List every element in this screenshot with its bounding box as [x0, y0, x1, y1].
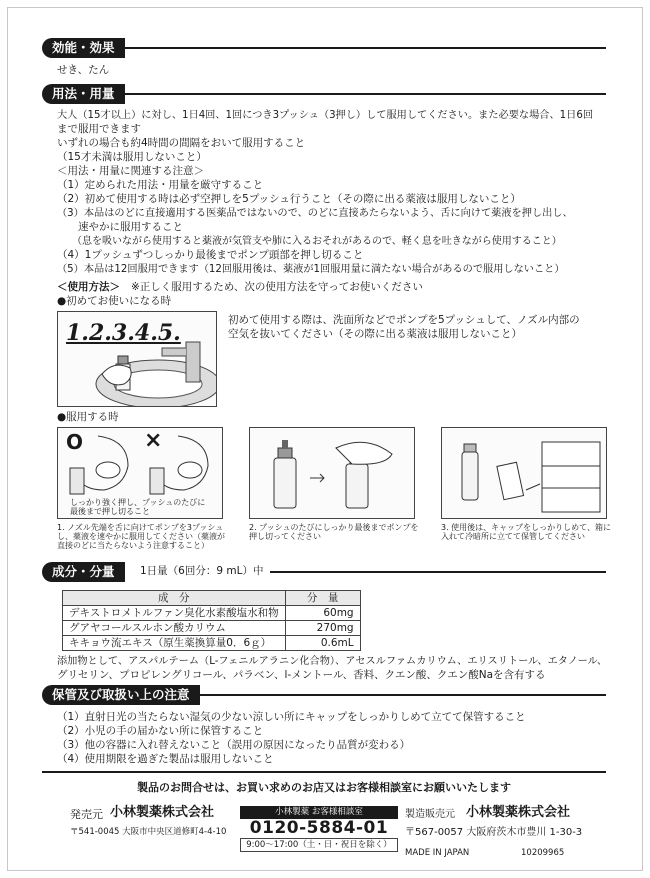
heading-rule [200, 694, 606, 696]
method-label: ＜使用方法＞ [57, 281, 120, 293]
table-row [63, 636, 361, 651]
seller-address: 〒541-0045 大阪市中央区道修町4-4-10 [70, 827, 227, 837]
first-use-illustration [57, 311, 217, 407]
step3-caption: 3. 使用後は、キャップをしっかりしめて、箱に [441, 523, 612, 532]
first-use-text: 初めて使用する際は、洗面所などでポンプを5プッシュして、ノズル内部の [228, 314, 580, 326]
usage-note: （1）定められた用法・用量を厳守すること [57, 179, 264, 191]
first-use-heading: ●初めてお使いになる時 [57, 295, 172, 307]
storage-cabinet-icon [442, 428, 606, 518]
dosing-step1-illustration [57, 427, 223, 519]
effects-text: せき、たん [57, 64, 110, 76]
usage-title: 用法・用量 [42, 84, 125, 104]
contact-label: 小林製薬 お客様相談室 [240, 806, 398, 819]
pump-press-icon [250, 428, 414, 518]
step2-caption: 押し切ってください [249, 532, 321, 541]
effects-title: 効能・効果 [42, 38, 125, 58]
ingredient-amount: 60mg [285, 606, 360, 621]
dosing-step2-illustration [249, 427, 415, 519]
maker-name: 小林製薬株式会社 [466, 805, 571, 820]
usage-note: （4）1プッシュずつしっかり最後までポンプ頭部を押し切ること [57, 249, 364, 261]
effects-heading [42, 38, 606, 58]
seller-label: 発売元 [70, 808, 103, 821]
ok-mark: O [66, 430, 84, 454]
additives-text: グリセリン、プロピレングリコール、パラベン、l-メントール、香料、クエン酸、クエン酸Naを含有する [57, 669, 546, 681]
first-use-numbers: 1.2.3.4.5. [66, 320, 181, 346]
storage-line: （2）小児の手の届かない所に保管すること [57, 725, 264, 737]
usage-line: いずれの場合も約4時間の間隔をおいて服用すること [57, 137, 306, 149]
ingredient-amount: 270mg [285, 621, 360, 636]
step1-caption: 1. ノズル先端を舌に向けてポンプを3プッシュ [57, 523, 224, 532]
storage-line: （4）使用期限を過ぎた製品は服用しないこと [57, 753, 274, 765]
composition-title: 成分・分量 [42, 562, 125, 582]
ingredient-name: キキョウ流エキス（原生薬換算量0．6ｇ） [63, 636, 286, 651]
heading-rule [125, 93, 606, 95]
step2-caption: 2. プッシュのたびにしっかり最後までポンプを [249, 523, 419, 532]
dosing-step3-illustration [441, 427, 607, 519]
product-code: 10209965 [521, 848, 565, 858]
made-in-text: MADE IN JAPAN [405, 848, 470, 858]
method-note: ※正しく服用するため、次の使用方法を守ってお使いください [131, 281, 423, 293]
seller-name: 小林製薬株式会社 [110, 805, 215, 820]
ingredient-name: デキストロメトルファン臭化水素酸塩水和物 [63, 606, 286, 621]
additives-text: 添加物として、アスパルテーム（L-フェニルアラニン化合物）、アセスルファムカリウム、エリスリトール、エタノール、 [57, 656, 608, 667]
contact-hours: 9:00～17:00（土・日・祝日を除く） [240, 838, 398, 852]
heading-rule [125, 47, 606, 49]
dosing-heading: ●服用する時 [57, 411, 119, 423]
step1-caption: 直接のどに当たらないよう注意すること） [57, 541, 209, 550]
header-amount: 分 量 [285, 591, 360, 606]
usage-notes-heading: ＜用法・用量に関連する注意＞ [57, 165, 204, 177]
inquiry-text: 製品のお問合せは、お買い求めのお店又はお客様相談室にお願いいたします [137, 781, 511, 794]
composition-table [62, 590, 361, 651]
step1-caption: し、薬液を速やかに服用してください（薬液が [57, 532, 225, 541]
footer-rule [42, 771, 606, 773]
storage-line: （3）他の容器に入れ替えないこと（誤用の原因になったり品質が変わる） [57, 739, 411, 751]
phone-number: 0120-5884-01 [249, 818, 389, 838]
composition-heading [42, 562, 136, 582]
first-use-text: 空気を抜いてください（その際に出る薬液は服用しないこと） [228, 328, 522, 340]
header-ingredient: 成 分 [63, 591, 286, 606]
usage-note: 速やかに服用すること [57, 221, 183, 233]
usage-note: （息を吸いながら使用すると薬液が気管支や肺に入るおそれがあるので、軽く息を吐きながら使用すること） [57, 236, 562, 247]
maker-label: 製造販売元 [405, 809, 455, 820]
usage-note: （3）本品はのどに直接適用する医薬品ではないので、のどに直接あたらないよう、舌に向けて薬液を押し出し、 [57, 208, 573, 219]
usage-line: 大人（15才以上）に対し、1日4回、1回につき3プッシュ（3押し）して服用してください。また必要な場合、1日6回 [57, 110, 594, 121]
step3-caption: 入れて冷暗所に立てて保管してください [441, 532, 585, 541]
usage-note: （2）初めて使用する時は必ず空押しを5プッシュ行うこと（その際に出る薬液は服用しないこと） [57, 193, 521, 205]
table-row [63, 621, 361, 636]
ingredient-name: グアヤコールスルホン酸カリウム [63, 621, 286, 636]
storage-heading [42, 685, 606, 705]
storage-line: （1）直射日光の当たらない湿気の少ない涼しい所にキャップをしっかりしめて立てて保管すること [57, 711, 526, 723]
usage-note: （5）本品は12回服用できます（12回服用後は、薬液が1回服用量に満たない場合があるので服用しないこと） [57, 264, 565, 275]
push-hint: しっかり強く押し、プッシュのたびに [70, 498, 206, 507]
heading-rule [270, 571, 606, 573]
usage-line: まで服用できます [57, 123, 141, 135]
ng-mark: × [144, 428, 163, 453]
maker-address: 〒567-0057 大阪府茨木市豊川 1-30-3 [405, 827, 583, 838]
table-row [63, 606, 361, 621]
usage-line: （15才未満は服用しないこと） [57, 151, 207, 163]
usage-heading [42, 84, 606, 104]
push-hint: 最後まで押し切ること [70, 507, 150, 516]
ingredient-amount: 0.6mL [285, 636, 360, 651]
table-header-row [63, 591, 361, 606]
composition-subtitle: 1日量（6回分：9 mL）中 [140, 565, 264, 577]
storage-title: 保管及び取扱い上の注意 [42, 685, 200, 705]
